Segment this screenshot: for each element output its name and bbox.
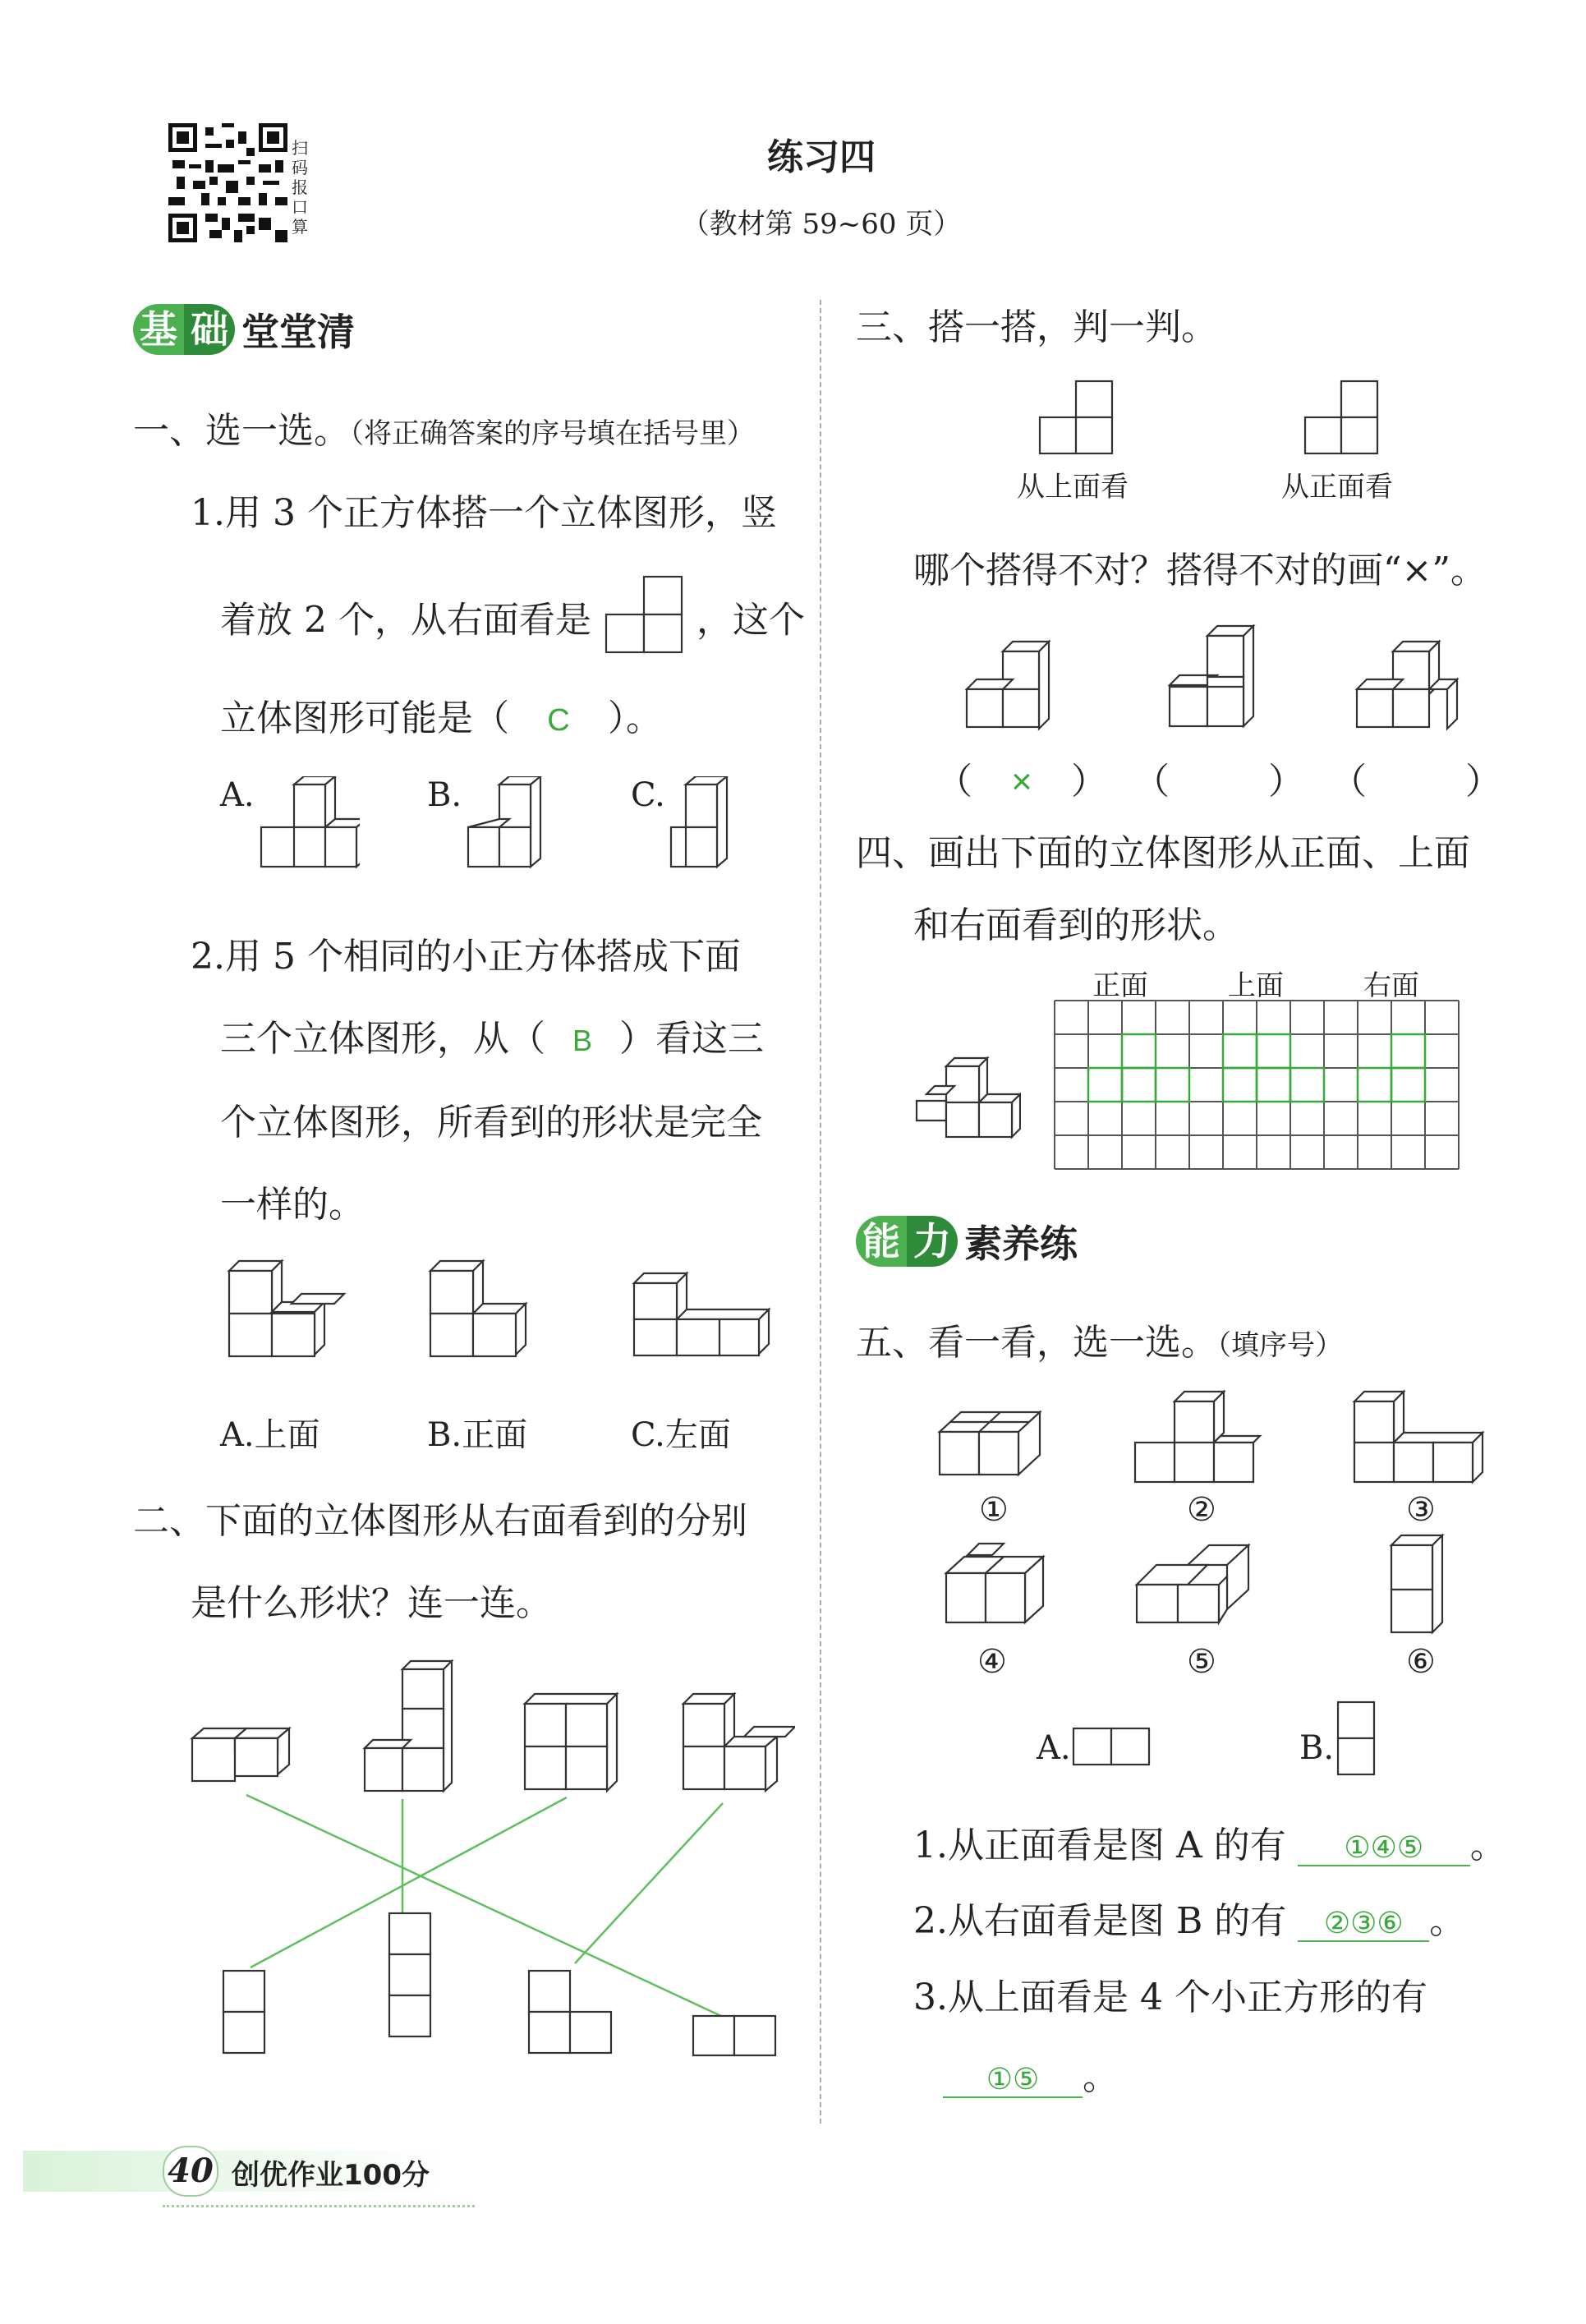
q5-option-b: B.: [1299, 1729, 1335, 1767]
q1-p1-line3a: 立体图形可能是（: [220, 697, 509, 739]
q2-figure-top-4: [680, 1692, 795, 1803]
q1-p2-line2b: ）看这三: [619, 1018, 764, 1060]
q4-line2: 和右面看到的形状。: [913, 904, 1239, 946]
q4-line1: 四、画出下面的立体图形从正面、上面: [856, 832, 1470, 874]
q5-figure-6: [1388, 1532, 1454, 1639]
section-badge-ability: [856, 1214, 1078, 1268]
q5-figure-4: [943, 1540, 1050, 1639]
q1-p2-option-a: A.上面: [220, 1416, 320, 1454]
q4-solid-figure: [910, 1043, 1021, 1142]
q1-p1-line3b: ）。: [608, 697, 662, 739]
q1-p1-option-a: A.: [220, 776, 255, 814]
grid-answer-cell: [1223, 1034, 1257, 1068]
badge-char-2: 础: [184, 304, 235, 355]
q5-label-2: ②: [1187, 1491, 1216, 1529]
badge-label: 素养练: [964, 1222, 1078, 1266]
q1-p2-line4: 一样的。: [220, 1184, 365, 1226]
column-divider: [820, 300, 821, 2124]
q2-line2: 是什么形状？连一连。: [191, 1582, 552, 1624]
q1-p1-figure-b: [458, 776, 565, 871]
q5-figure-3: [1351, 1388, 1491, 1487]
grid-answer-cell: [1122, 1068, 1156, 1102]
q1-p1-option-c: C.: [631, 776, 665, 814]
q2-view-bottom-4: [690, 2013, 780, 2058]
q5-s3-period: 。: [1083, 2056, 1119, 2098]
q5-s1-answer[interactable]: ①④⑤: [1298, 1830, 1470, 1866]
q5-label-5: ⑤: [1187, 1643, 1216, 1681]
q3-view-label-front: 从正面看: [1281, 471, 1393, 504]
q5-s2: [913, 1891, 1465, 1944]
grid-answer-cell: [1358, 1068, 1391, 1102]
page-title: 练习四: [767, 136, 876, 178]
q1-title: 一、选一选。: [133, 410, 350, 452]
q3-prompt: 哪个搭得不对？搭得不对的画“×”。: [913, 550, 1487, 591]
q4-drawing-grid[interactable]: [1053, 999, 1464, 1171]
q2-view-bottom-3: [526, 1967, 616, 2058]
q5-heading: [856, 1313, 1343, 1365]
q1-p1-line2b: ，这个: [696, 599, 805, 642]
q4-label-front: 正面: [1092, 969, 1148, 1002]
grid-answer-cell: [1257, 1068, 1290, 1102]
q5-s1-text: 1.从正面看是图 A 的有: [913, 1825, 1286, 1866]
q3-answer-3: （ ）: [1331, 761, 1501, 803]
q2-view-bottom-1: [220, 1967, 269, 2058]
q3-heading: 三、搭一搭，判一判。: [856, 306, 1217, 348]
q3-view-label-top: 从上面看: [1017, 471, 1129, 504]
q3-figure-1: [965, 637, 1072, 735]
q3-answer-2: （ ）: [1133, 761, 1304, 803]
q5-figure-2: [1132, 1388, 1263, 1487]
page-subtitle: （教材第 59~60 页）: [681, 208, 962, 241]
q5-label-3: ③: [1406, 1491, 1436, 1529]
footer-dots: [163, 2205, 475, 2207]
q1-p1-figure-a: [253, 776, 360, 871]
q3-view-top-shape: [1037, 378, 1119, 460]
q5-label-4: ④: [977, 1643, 1007, 1681]
grid-answer-cell: [1122, 1034, 1156, 1068]
section-badge-basic: [133, 302, 355, 357]
q5-figure-1: [936, 1409, 1047, 1483]
q5-label-1: ①: [979, 1491, 1009, 1529]
q3-figure-2: [1158, 624, 1273, 735]
q2-figure-top-1: [189, 1717, 304, 1799]
badge-char-2: 力: [907, 1216, 958, 1267]
q1-p1-line1: 1.用 3 个正方体搭一个立体图形，竖: [191, 492, 777, 534]
q1-p1-line2a: 着放 2 个，从右面看是: [220, 599, 591, 642]
q2-figure-top-2: [361, 1659, 460, 1799]
q1-p2-answer[interactable]: B: [572, 1024, 592, 1057]
q3-view-front-shape: [1302, 378, 1384, 460]
q5-s2-answer[interactable]: ②③⑥: [1298, 1906, 1429, 1942]
q5-title: 五、看一看，选一选。: [856, 1322, 1217, 1364]
q5-label-6: ⑥: [1406, 1643, 1436, 1681]
q4-label-top: 上面: [1228, 969, 1284, 1002]
q1-p2-figure-3: [631, 1265, 787, 1368]
qr-code[interactable]: [168, 123, 287, 242]
q5-option-a-shape: [1072, 1725, 1154, 1768]
q5-s1: [913, 1815, 1506, 1868]
q5-option-a: A.: [1037, 1729, 1071, 1767]
q3-answer-1: （ × ）: [936, 761, 1107, 803]
q1-p2-option-b: B.正面: [427, 1416, 528, 1454]
q3-figure-3: [1355, 637, 1470, 735]
q2-view-bottom-2: [386, 1910, 435, 2041]
grid-answer-cell: [1223, 1068, 1257, 1102]
badge-char-1: 基: [133, 304, 184, 355]
grid-answer-cell: [1290, 1068, 1324, 1102]
q1-note: （将正确答案的序号填在括号里）: [350, 417, 755, 450]
q1-p1-option-b: B.: [427, 776, 462, 814]
q1-p1-answer[interactable]: C: [547, 703, 570, 738]
q1-p2-line2a: 三个立体图形，从（: [220, 1018, 545, 1060]
q1-p2-line2: [220, 1009, 764, 1061]
q1-p1-line3: [220, 688, 662, 741]
q5-s3-answer[interactable]: ①⑤: [943, 2062, 1083, 2098]
badge-char-1: 能: [856, 1216, 907, 1267]
grid-answer-cell: [1391, 1068, 1425, 1102]
q5-note: （填序号）: [1217, 1329, 1343, 1362]
q1-p2-figure-1: [226, 1253, 365, 1364]
page-number: 40: [163, 2146, 218, 2197]
q5-option-b-shape: [1335, 1699, 1377, 1781]
q1-p2-line1: 2.用 5 个相同的小正方体搭成下面: [191, 936, 741, 978]
grid-answer-cell: [1391, 1034, 1425, 1068]
right-view-shape: [603, 573, 685, 656]
q2-figure-top-3: [522, 1692, 620, 1799]
q5-s1-period: 。: [1469, 1825, 1506, 1866]
grid-answer-cell: [1088, 1068, 1122, 1102]
q1-p2-option-c: C.左面: [631, 1416, 731, 1454]
grid-answer-cell: [1156, 1068, 1189, 1102]
q1-p2-line3: 个立体图形，所看到的形状是完全: [220, 1102, 762, 1144]
q2-line1: 二、下面的立体图形从右面看到的分别: [133, 1500, 747, 1542]
q1-heading: [133, 401, 755, 453]
q5-s2-period: 。: [1429, 1900, 1466, 1942]
q1-p1-figure-c: [661, 776, 752, 879]
grid-answer-cell: [1257, 1034, 1290, 1068]
q1-p2-figure-2: [427, 1253, 567, 1364]
q3-answer-mark-1[interactable]: ×: [1011, 762, 1032, 802]
q5-s3: 3.从上面看是 4 个小正方形的有: [913, 1977, 1427, 2018]
footer-brand: 创优作业100分: [232, 2159, 430, 2192]
qr-side-text: 扫码报口算: [292, 138, 308, 237]
q1-p1-line2: [220, 582, 805, 664]
badge-label: 堂堂清: [241, 310, 355, 354]
q4-label-right: 右面: [1363, 969, 1419, 1002]
q5-s2-text: 2.从右面看是图 B 的有: [913, 1900, 1287, 1942]
q5-figure-5: [1133, 1540, 1265, 1639]
q5-s3-answer-line: [943, 2047, 1119, 2100]
